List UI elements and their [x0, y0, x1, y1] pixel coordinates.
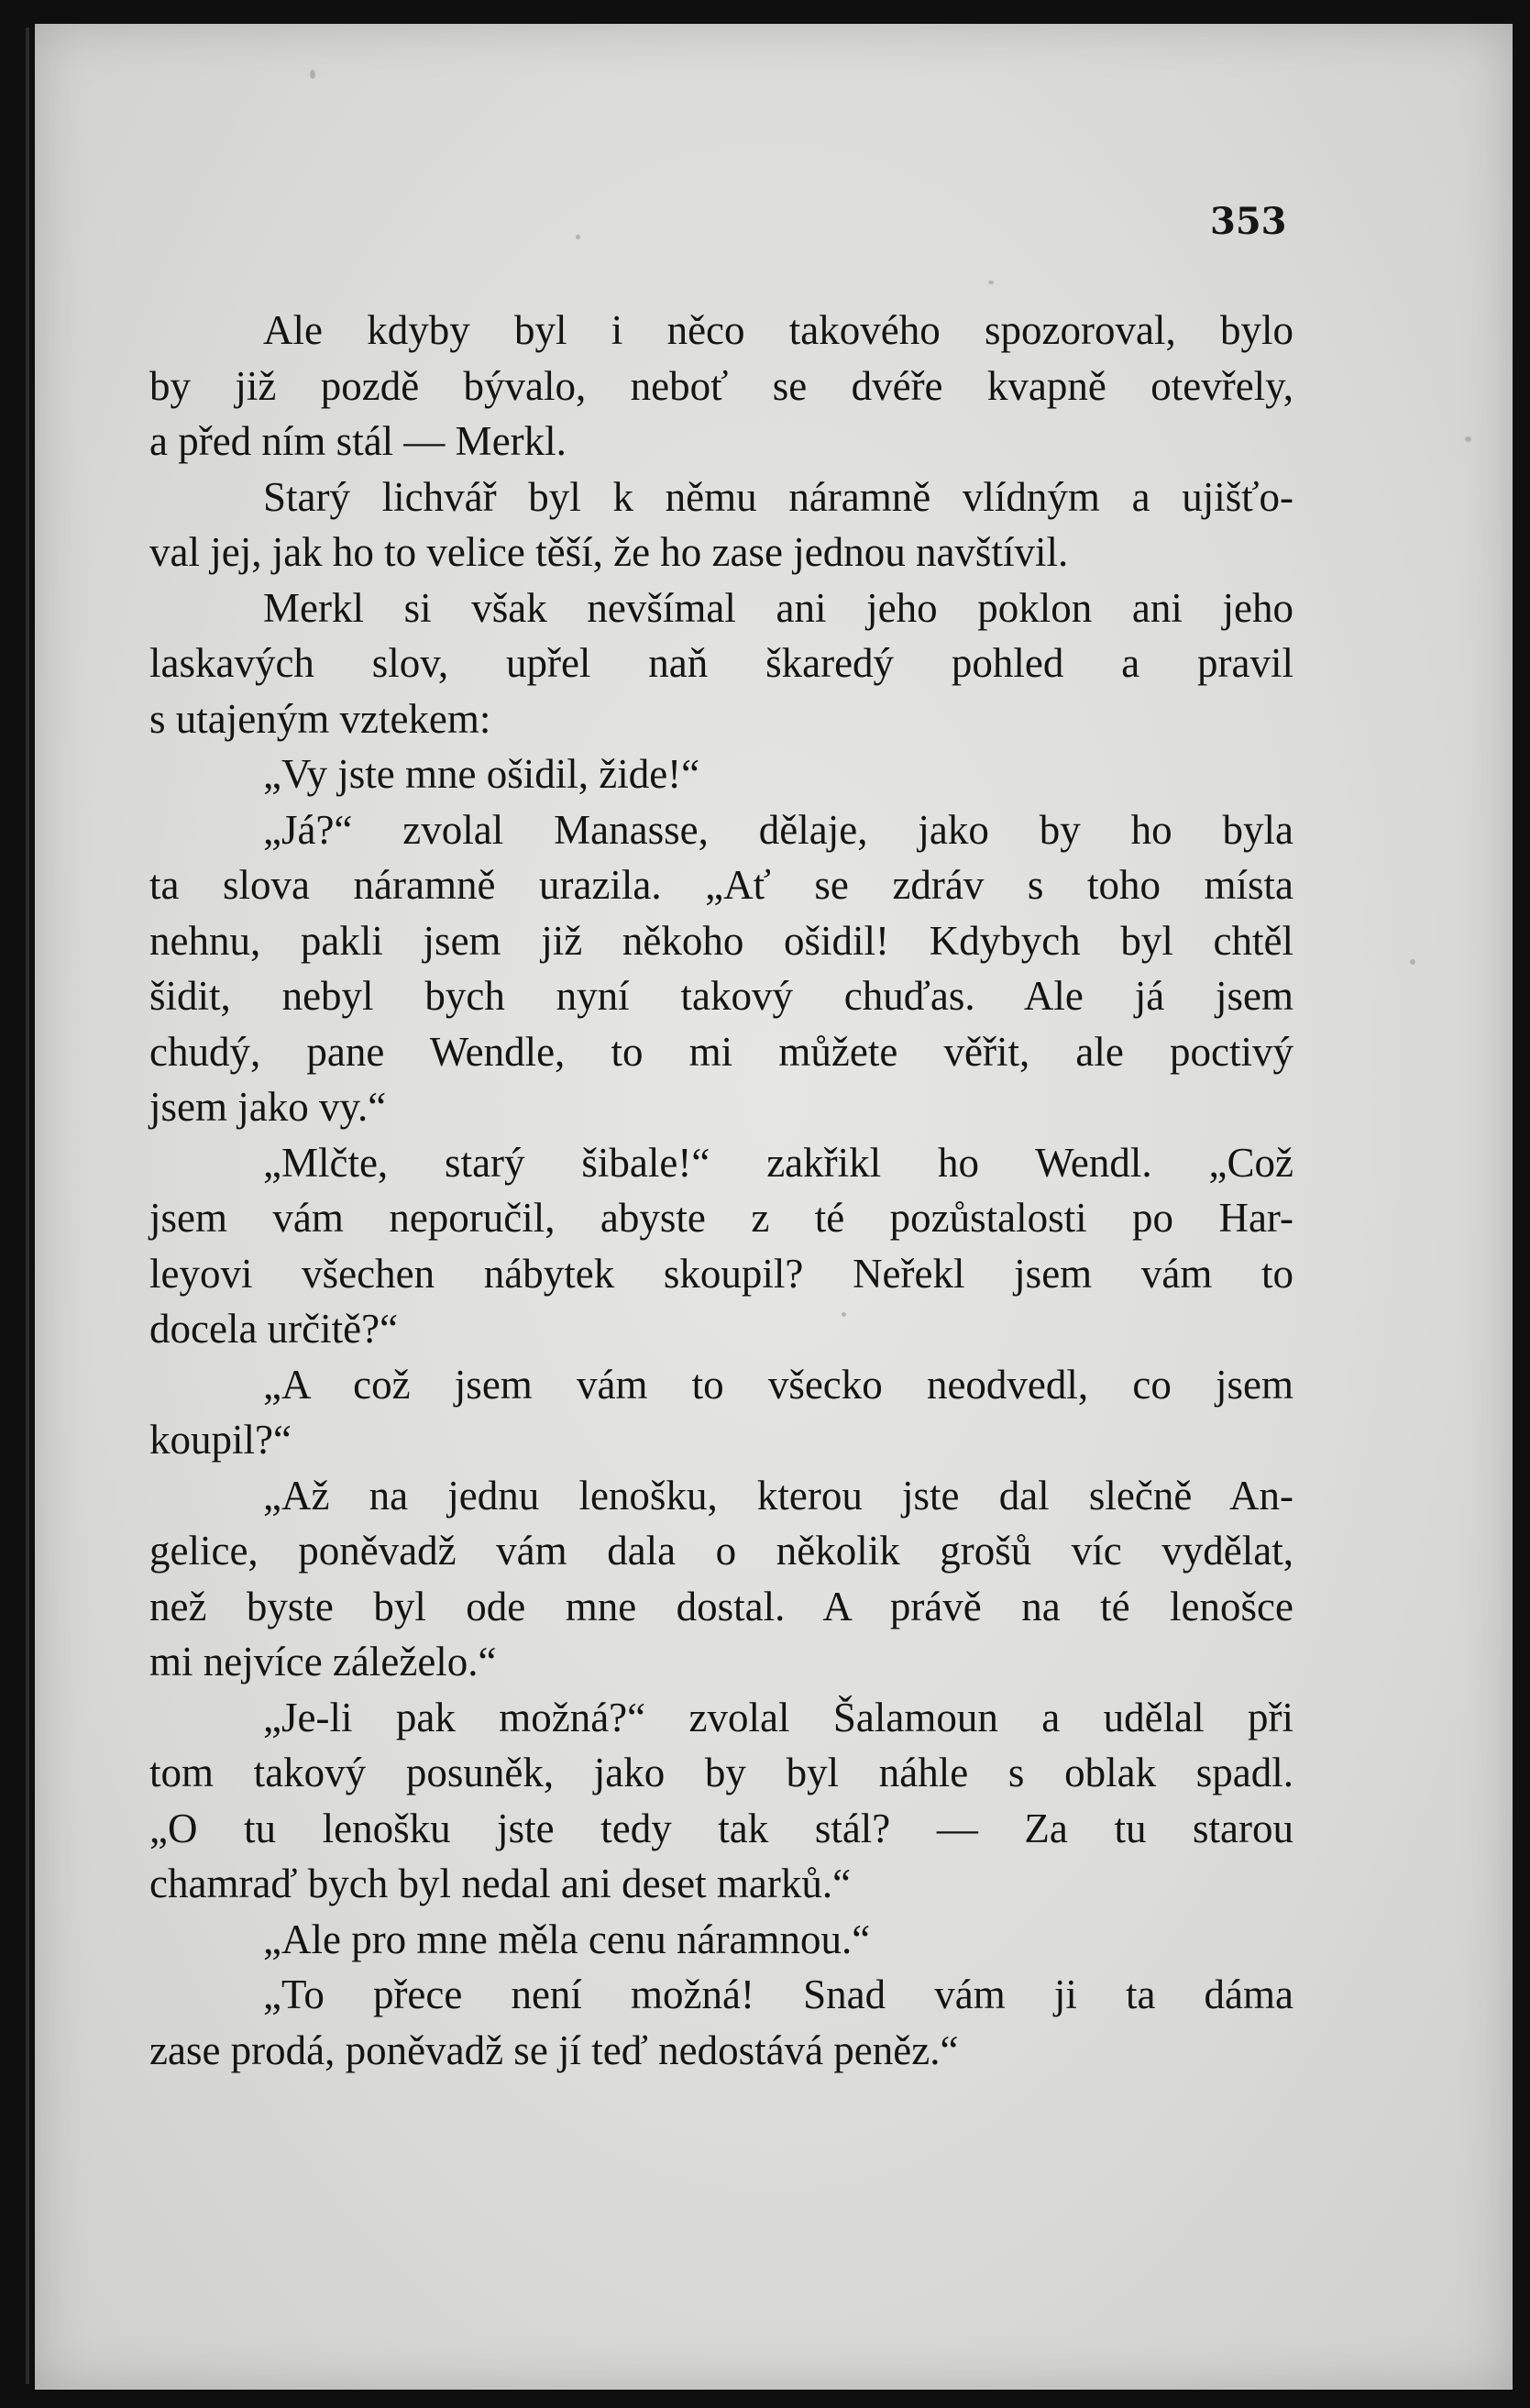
text-line: „A což jsem vám to všecko neodvedl, co jsem	[263, 1361, 1293, 1408]
paragraph	[149, 1468, 1293, 1690]
paper-speck	[988, 281, 994, 284]
paragraph	[149, 1690, 1293, 1912]
text-line: než byste byl ode mne dostal. A právě na té lenošce	[149, 1583, 1293, 1629]
text-line: jsem vám neporučil, abyste z té pozůstalosti po Har-	[149, 1195, 1293, 1241]
text-line: by již pozdě bývalo, neboť se dvéře kvapně otevřely,	[149, 362, 1293, 409]
text-line: jsem jako vy.“	[149, 1084, 387, 1130]
text-line: šidit, nebyl bych nyní takový chuďas. Ale já jsem	[149, 973, 1293, 1019]
text-line: „To přece není možná! Snad vám ji ta dáma	[263, 1972, 1293, 2017]
text-line: laskavých slov, upřel naň škaredý pohled a pravil	[149, 640, 1293, 686]
text-line: docela určitě?“	[149, 1306, 399, 1352]
text-line: „Já?“ zvolal Manasse, dělaje, jako by ho byla	[263, 806, 1293, 853]
text-line: „Vy jste mne ošidil, žide!“	[263, 751, 700, 797]
text-line: „Až na jednu lenošku, kterou jste dal slečně An-	[263, 1472, 1293, 1519]
text-line: s utajeným vztekem:	[149, 695, 491, 742]
text-line: nehnu, pakli jsem již někoho ošidil! Kdybych byl chtěl	[149, 917, 1293, 964]
text-line: gelice, poněvadž vám dala o několik grošů víc vydělat,	[149, 1528, 1293, 1574]
paragraph	[149, 802, 1293, 1135]
text-line: val jej, jak ho to velice těší, že ho zase jednou navštívil.	[149, 529, 1069, 575]
paragraph	[149, 1135, 1293, 1357]
text-line: „Mlčte, starý šibale!“ zakřikl ho Wendl. „Což	[263, 1139, 1293, 1186]
paragraph	[149, 1967, 1293, 2078]
text-line: a před ním stál — Merkl.	[149, 418, 567, 464]
text-line: mi nejvíce záleželo.“	[149, 1639, 497, 1684]
text-line: koupil?“	[149, 1417, 292, 1463]
paragraph	[149, 469, 1293, 580]
text-line: chudý, pane Wendle, to mi můžete věřit, ale poctivý	[149, 1028, 1293, 1075]
text-line: „O tu lenošku jste tedy tak stál? — Za tu starou	[149, 1805, 1293, 1851]
text-line: ta slova náramně urazila. „Ať se zdráv s toho místa	[149, 862, 1293, 908]
paragraph	[149, 303, 1293, 469]
text-line: zase prodá, poněvadž se jí teď nedostává peněz.“	[149, 2027, 959, 2073]
text-line: Merkl si však nevšímal ani jeho poklon ani jeho	[263, 584, 1293, 631]
text-line: Ale kdyby byl i něco takového spozoroval, bylo	[263, 307, 1293, 353]
paper-speck	[310, 70, 315, 79]
paragraph	[149, 746, 1293, 802]
paper-speck	[1410, 959, 1415, 965]
text-line: Starý lichvář byl k němu náramně vlídným a ujišťo-	[263, 473, 1293, 520]
text-line: „Je-li pak možná?“ zvolal Šalamoun a udělal při	[263, 1694, 1293, 1740]
text-line: tom takový posuněk, jako by byl náhle s oblak spadl.	[149, 1750, 1293, 1795]
page-number: 353	[1210, 200, 1287, 243]
text-line: „Ale pro mne měla cenu náramnou.“	[263, 1916, 871, 1962]
paragraph	[149, 1912, 1293, 1968]
text-line: leyovi všechen nábytek skoupil? Neřekl jsem vám to	[149, 1250, 1293, 1297]
paper-speck	[1465, 436, 1471, 442]
text-line: chamraď bych byl nedal ani deset marků.“	[149, 1861, 852, 1906]
body-text	[149, 303, 1293, 2078]
page-edge-rule	[26, 28, 29, 2384]
paragraph	[149, 580, 1293, 747]
paragraph	[149, 1357, 1293, 1468]
paper-speck	[576, 235, 580, 239]
